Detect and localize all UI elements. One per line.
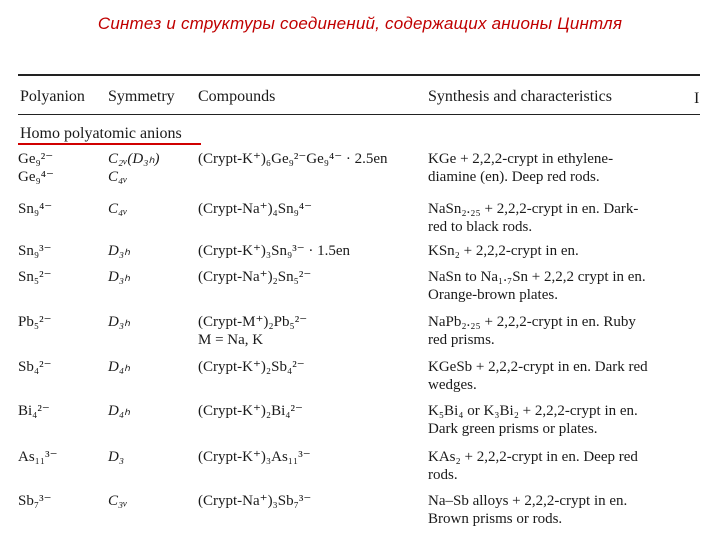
header-bottom-rule <box>18 114 700 115</box>
symmetry-cell <box>108 402 130 420</box>
symmetry-cell <box>108 313 130 331</box>
symmetry-cell-line: D₄ₕ <box>108 403 131 419</box>
synthesis-cell <box>428 150 718 186</box>
symmetry-cell <box>108 268 130 286</box>
synthesis-cell-line: red prisms. <box>428 332 495 348</box>
compounds-cell-line: (Crypt-K⁺)₂Sb₄²⁻ <box>198 359 305 375</box>
section-label: Homo polyatomic anions <box>20 125 182 142</box>
synthesis-cell <box>428 448 718 484</box>
synthesis-cell <box>428 242 718 260</box>
polyanion-cell <box>18 200 52 218</box>
polyanion-cell-line: As₁₁³⁻ <box>18 449 58 465</box>
synthesis-cell-line: Na–Sb alloys + 2,2,2-crypt in en. <box>428 493 628 509</box>
polyanion-cell <box>18 448 58 466</box>
synthesis-cell <box>428 402 718 438</box>
polyanion-cell <box>18 358 52 376</box>
polyanion-cell-line: Pb₅²⁻ <box>18 314 52 330</box>
polyanion-cell-line: Sn₉⁴⁻ <box>18 201 53 217</box>
synthesis-cell-line: diamine (en). Deep red rods. <box>428 169 600 185</box>
synthesis-cell <box>428 268 718 304</box>
polyanion-cell-line: Ge₉⁴⁻ <box>18 169 54 185</box>
symmetry-cell-line: D₃ₕ <box>108 314 131 330</box>
compounds-cell <box>198 242 350 260</box>
compounds-cell <box>198 358 305 376</box>
synthesis-cell <box>428 358 718 394</box>
synthesis-cell <box>428 492 718 528</box>
polyanion-cell <box>18 150 54 186</box>
compounds-cell-line: (Crypt-K⁺)₆Ge₉²⁻Ge₉⁴⁻ · 2.5en <box>198 151 388 167</box>
compounds-cell-line: (Crypt-K⁺)₃As₁₁³⁻ <box>198 449 311 465</box>
polyanion-cell-line: Sb₇³⁻ <box>18 493 52 509</box>
symmetry-cell-line: D₃ₕ <box>108 243 131 259</box>
header-symmetry: Symmetry <box>108 88 175 105</box>
compounds-cell <box>198 448 311 466</box>
polyanion-cell <box>18 492 52 510</box>
slide-title: Синтез и структуры соединений, содержащих анионы Цинтля <box>97 14 623 33</box>
compounds-cell-line: M = Na, K <box>198 332 264 348</box>
symmetry-cell-line: C₃ᵥ <box>108 493 128 509</box>
synthesis-cell-line: KSn₂ + 2,2,2-crypt in en. <box>428 243 579 259</box>
symmetry-cell <box>108 242 130 260</box>
synthesis-cell-line: NaSn to Na₁.₇Sn + 2,2,2 crypt in en. <box>428 269 646 285</box>
compounds-cell <box>198 150 388 168</box>
synthesis-cell-line: Orange-brown plates. <box>428 287 558 303</box>
compounds-cell-line: (Crypt-Na⁺)₃Sb₇³⁻ <box>198 493 312 509</box>
compounds-cell <box>198 313 307 349</box>
compounds-cell-line: (Crypt-K⁺)₃Sn₉³⁻ · 1.5en <box>198 243 351 259</box>
symmetry-cell-line: C₂ᵥ(D₃ₕ) <box>108 151 160 167</box>
symmetry-cell-line: D₃ₕ <box>108 269 131 285</box>
symmetry-cell <box>108 200 127 218</box>
compounds-cell-line: (Crypt-M⁺)₂Pb₅²⁻ <box>198 314 308 330</box>
symmetry-cell <box>108 150 160 186</box>
polyanion-cell-line: Sn₉³⁻ <box>18 243 52 259</box>
polyanion-cell <box>18 402 50 420</box>
polyanion-cell <box>18 268 52 286</box>
section-underline <box>18 143 201 145</box>
table-top-rule <box>18 74 700 76</box>
polyanion-cell-line: Ge₉²⁻ <box>18 151 54 167</box>
synthesis-cell-line: NaPb₂.₂₅ + 2,2,2-crypt in en. Ruby <box>428 314 636 330</box>
compounds-cell <box>198 402 303 420</box>
symmetry-cell <box>108 358 130 376</box>
symmetry-cell-line: D₄ₕ <box>108 359 131 375</box>
synthesis-cell-line: K₅Bi₄ or K₃Bi₂ + 2,2,2-crypt in en. <box>428 403 638 419</box>
polyanion-cell <box>18 313 52 331</box>
synthesis-cell-line: KGeSb + 2,2,2-crypt in en. Dark red <box>428 359 648 375</box>
synthesis-cell-line: KAs₂ + 2,2,2-crypt in en. Deep red <box>428 449 638 465</box>
synthesis-cell <box>428 200 718 236</box>
header-cropped-edge: I <box>694 90 700 107</box>
compounds-cell <box>198 492 311 510</box>
symmetry-cell <box>108 448 124 466</box>
synthesis-cell-line: KGe + 2,2,2-crypt in ethylene- <box>428 151 614 167</box>
polyanion-cell-line: Bi₄²⁻ <box>18 403 50 419</box>
synthesis-cell-line: red to black rods. <box>428 219 533 235</box>
header-polyanion: Polyanion <box>20 88 85 105</box>
synthesis-cell-line: Brown prisms or rods. <box>428 511 563 527</box>
header-compounds: Compounds <box>198 88 276 105</box>
synthesis-cell-line: wedges. <box>428 377 477 393</box>
polyanion-cell <box>18 242 52 260</box>
symmetry-cell-line: D₃ <box>108 449 125 465</box>
compounds-cell <box>198 200 312 218</box>
compounds-cell-line: (Crypt-K⁺)₂Bi₄²⁻ <box>198 403 303 419</box>
symmetry-cell-line: C₄ᵥ <box>108 169 128 185</box>
symmetry-cell <box>108 492 127 510</box>
synthesis-cell <box>428 313 718 349</box>
synthesis-cell-line: Dark green prisms or plates. <box>428 421 598 437</box>
symmetry-cell-line: C₄ᵥ <box>108 201 128 217</box>
compounds-cell-line: (Crypt-Na⁺)₄Sn₉⁴⁻ <box>198 201 313 217</box>
header-synthesis: Synthesis and characteristics <box>428 88 612 105</box>
polyanion-cell-line: Sb₄²⁻ <box>18 359 52 375</box>
synthesis-cell-line: NaSn₂.₂₅ + 2,2,2-crypt in en. Dark- <box>428 201 639 217</box>
polyanion-cell-line: Sn₅²⁻ <box>18 269 52 285</box>
compounds-cell-line: (Crypt-Na⁺)₂Sn₅²⁻ <box>198 269 312 285</box>
synthesis-cell-line: rods. <box>428 467 458 483</box>
compounds-cell <box>198 268 311 286</box>
